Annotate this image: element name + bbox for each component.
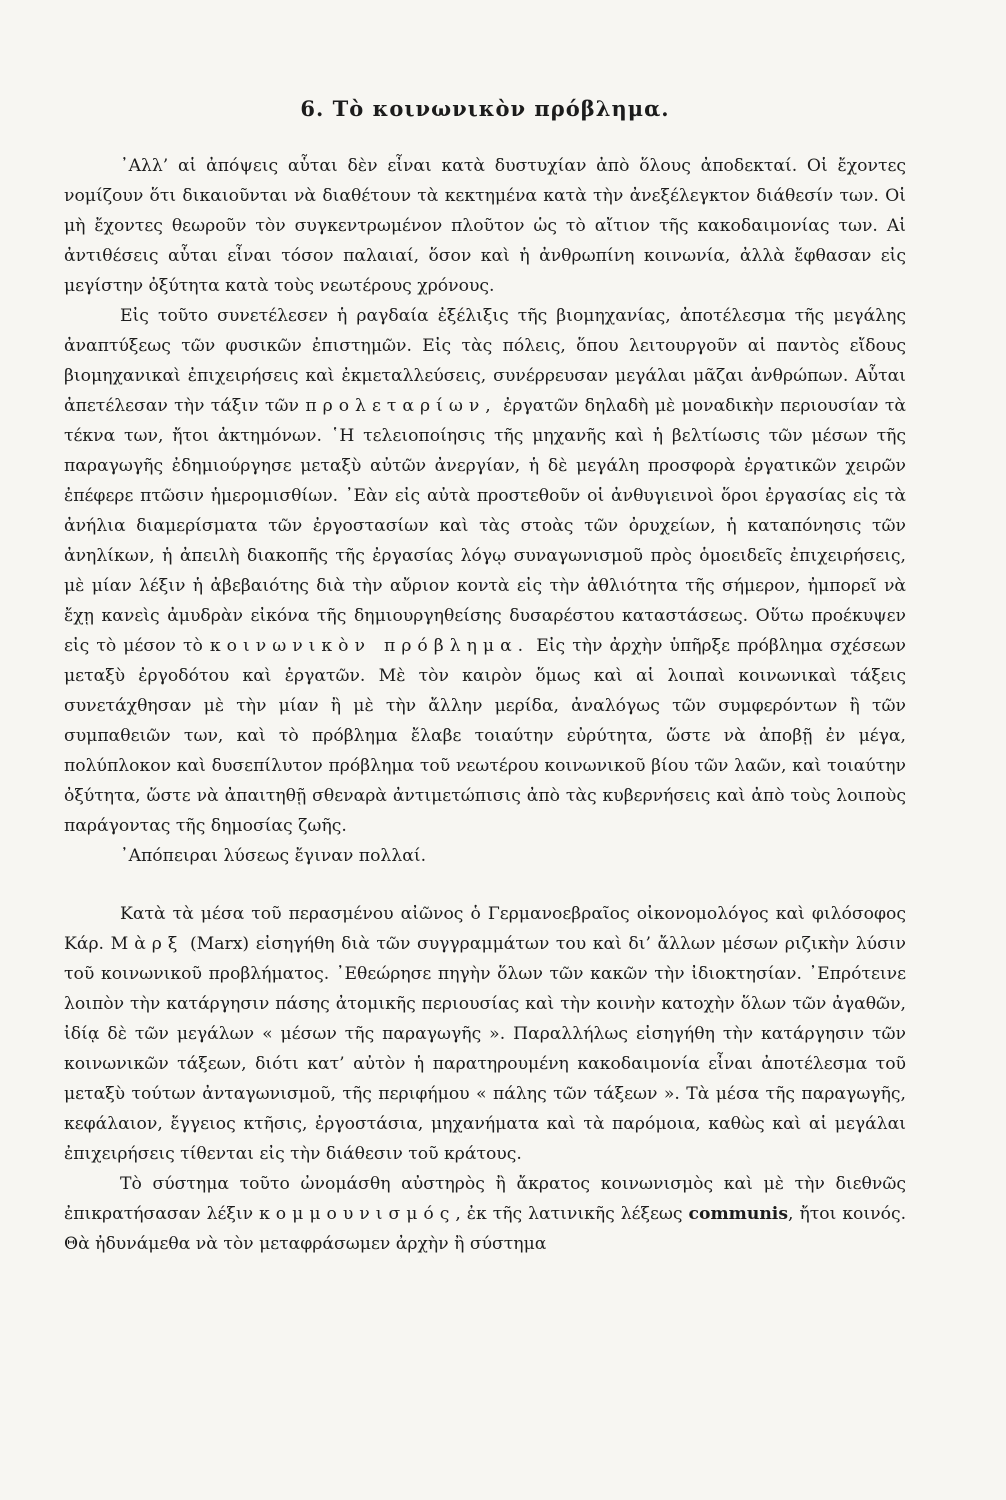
term-marx-name: Μὰρξ xyxy=(110,934,184,954)
paragraph-1: ᾿Αλλ’ αἱ ἀπόψεις αὗται δὲν εἶναι κατὰ δυστυχίαν ἀπὸ ὅλους ἀποδεκταί. Οἱ ἔχοντες νομίζουν ὅτι δικαιοῦνται νὰ διαθέτουν τὰ κεκτημένα κατὰ τὴν ἀνεξέλεγκτον διάθεσίν των. Οἱ μὴ ἔχοντες θεωροῦν τὸν συγκεντρωμένον πλοῦτον ὡς τὸ αἴτιον τῆς κακοδαιμονίας των. Αἱ ἀντιθέσεις αὗται εἶναι τόσον παλαιαί, ὅσον καὶ ἡ ἀνθρωπίνη κοινωνία, ἀλλὰ ἔφθασαν εἰς μεγίστην ὀξύτητα κατὰ τοὺς νεωτέρους χρόνους. xyxy=(64,156,906,296)
paragraph-3: ᾿Απόπειραι λύσεως ἔγιναν πολλαί. xyxy=(120,846,427,866)
term-communis: communis xyxy=(688,1204,789,1224)
term-proletarion: προλεταρίων, xyxy=(305,396,497,416)
term-marx-latin: (Marx) xyxy=(189,934,250,954)
paragraph-4 xyxy=(64,899,906,1169)
paragraph-4-text: Κατὰ τὰ μέσα τοῦ περασμένου αἰῶνος ὁ Γερμανοεβραῖος οἰκονομολόγος καὶ φιλόσοφος Κάρ. xyxy=(64,904,906,954)
paragraph-2-end: Εἰς τὴν ἀρχὴν ὑπῆρξε πρόβλημα σχέσεων μεταξὺ ἐργοδότου καὶ ἐργατῶν. Μὲ τὸν καιρὸν ὅμως καὶ αἱ λοιπαὶ κοινωνικαὶ τάξεις συνετάχθησαν μὲ τὴν μίαν ἢ μὲ τὴν ἄλλην μερίδα, ἀναλόγως τῶν συμφερόντων ἢ τῶν συμπαθειῶν των, καὶ τὸ πρόβλημα ἔλαβε τοιαύτην εὐρύτητα, ὥστε νὰ ἀποβῇ ἐν μέγα, πολύπλοκον καὶ δυσεπίλυτον πρόβλημα τοῦ νεωτέρου κοινωνικοῦ βίου τῶν λαῶν, καὶ τοιαύτην ὀξύτητα, ὥστε νὰ ἀπαιτηθῇ σθεναρὰ ἀντιμετώπισις ἀπὸ τὰς κυβερνήσεις καὶ ἀπὸ τοὺς λοιποὺς παράγοντας τῆς δημοσίας ζωῆς. xyxy=(64,636,906,836)
paragraph-2-text: Εἰς τοῦτο συνετέλεσεν ἡ ραγδαία ἐξέλιξις τῆς βιομηχανίας, ἀποτέλεσμα τῆς μεγάλης ἀναπτύξεως τῶν φυσικῶν ἐπιστημῶν. Εἰς τὰς πόλεις, ὅπου λειτουργοῦν αἱ παντὸς εἴδους βιομηχανικαὶ ἐπιχειρήσεις καὶ ἐκμεταλλεύσεις, συνέρρευσαν μεγάλαι μᾶζαι ἀνθρώπων. Αὗται ἀπετέλεσαν τὴν τάξιν τῶν xyxy=(64,306,906,416)
term-koinonikon-provlima: κοινωνικὸν πρόβλημα. xyxy=(209,636,530,656)
paragraph-5-text: Τὸ σύστημα τοῦτο ὠνομάσθη αὐστηρὸς ἢ ἄκρατος κοινωνισμὸς καὶ μὲ τὴν διεθνῶς ἐπικρατήσασαν λέξιν xyxy=(64,1174,906,1224)
document-page xyxy=(64,96,906,1259)
term-kommounismos: κομμουνισμός xyxy=(259,1204,456,1224)
paragraph-5-continued: , ἐκ τῆς λατινικῆς λέξεως xyxy=(455,1204,683,1224)
paragraph-5 xyxy=(64,1169,906,1259)
paragraph-2 xyxy=(64,301,906,841)
paragraph-2-continued: ἐργατῶν δηλαδὴ μὲ μοναδικὴν περιουσίαν τὰ τέκνα των, ἤτοι ἀκτημόνων. ῾Η τελειοποίησις τῆς μηχανῆς καὶ ἡ βελτίωσις τῶν μέσων τῆς παραγωγῆς ἐδημιούργησε μεταξὺ αὐτῶν ἀνεργίαν, ἡ δὲ μεγάλη προσφορὰ ἐργατικῶν χειρῶν ἐπέφερε πτῶσιν ἡμερομισθίων. ᾿Εὰν εἰς αὐτὰ προστεθοῦν οἱ ἀνθυγιεινοὶ ὅροι ἐργασίας εἰς τὰ ἀνήλια διαμερίσματα τῶν ἐργοστασίων καὶ τὰς στοὰς τῶν ὀρυχείων, ἡ καταπόνησις τῶν ἀνηλίκων, ἡ ἀπειλὴ διακοπῆς τῆς ἐργασίας λόγῳ συναγωνισμοῦ πρὸς ὁμοειδεῖς ἐπιχειρήσεις, μὲ μίαν λέξιν ἡ ἀβεβαιότης διὰ τὴν αὔριον κοντὰ εἰς τὴν ἀθλιότητα τῆς σήμερον, ἠμπορεῖ νὰ ἔχῃ κανεὶς ἀμυδρὰν εἰκόνα τῆς δημιουργηθείσης δυσαρέστου καταστάσεως. Οὕτω προέκυψεν εἰς τὸ μέσον τὸ xyxy=(64,396,906,656)
section-title: 6. Τὸ κοινωνικὸν πρόβλημα. xyxy=(300,96,670,121)
paragraph-5-end: , ἤτοι κοινός. Θὰ ἠδυνάμεθα νὰ τὸν μεταφράσωμεν ἀρχὴν ἢ σύστημα xyxy=(64,1204,907,1254)
paragraph-4-continued: εἰσηγήθη διὰ τῶν συγγραμμάτων του καὶ δι’ ἄλλων μέσων ριζικὴν λύσιν τοῦ κοινωνικοῦ προβλήματος. ᾿Εθεώρησε πηγὴν ὅλων τῶν κακῶν τὴν ἰδιοκτησίαν. ᾿Επρότεινε λοιπὸν τὴν κατάργησιν πάσης ἀτομικῆς περιουσίας καὶ τὴν κοινὴν κατοχὴν ὅλων τῶν ἀγαθῶν, ἰδίᾳ δὲ τῶν μεγάλων « μέσων τῆς παραγωγῆς ». Παραλλήλως εἰσηγήθη τὴν κατάργησιν τῶν κοινωνικῶν τάξεων, διότι κατ’ αὐτὸν ἡ παρατηρουμένη κακοδαιμονία εἶναι ἀποτέλεσμα τοῦ μεταξὺ τούτων ἀνταγωνισμοῦ, τῆς περιφήμου « πάλης τῶν τάξεων ». Τὰ μέσα τῆς παραγωγῆς, κεφάλαιον, ἔγγειος κτῆσις, ἐργοστάσια, μηχανήματα καὶ τὰ παρόμοια, καθὼς καὶ αἱ μεγάλαι ἐπιχειρήσεις τίθενται εἰς τὴν διάθεσιν τοῦ κράτους. xyxy=(64,934,907,1164)
